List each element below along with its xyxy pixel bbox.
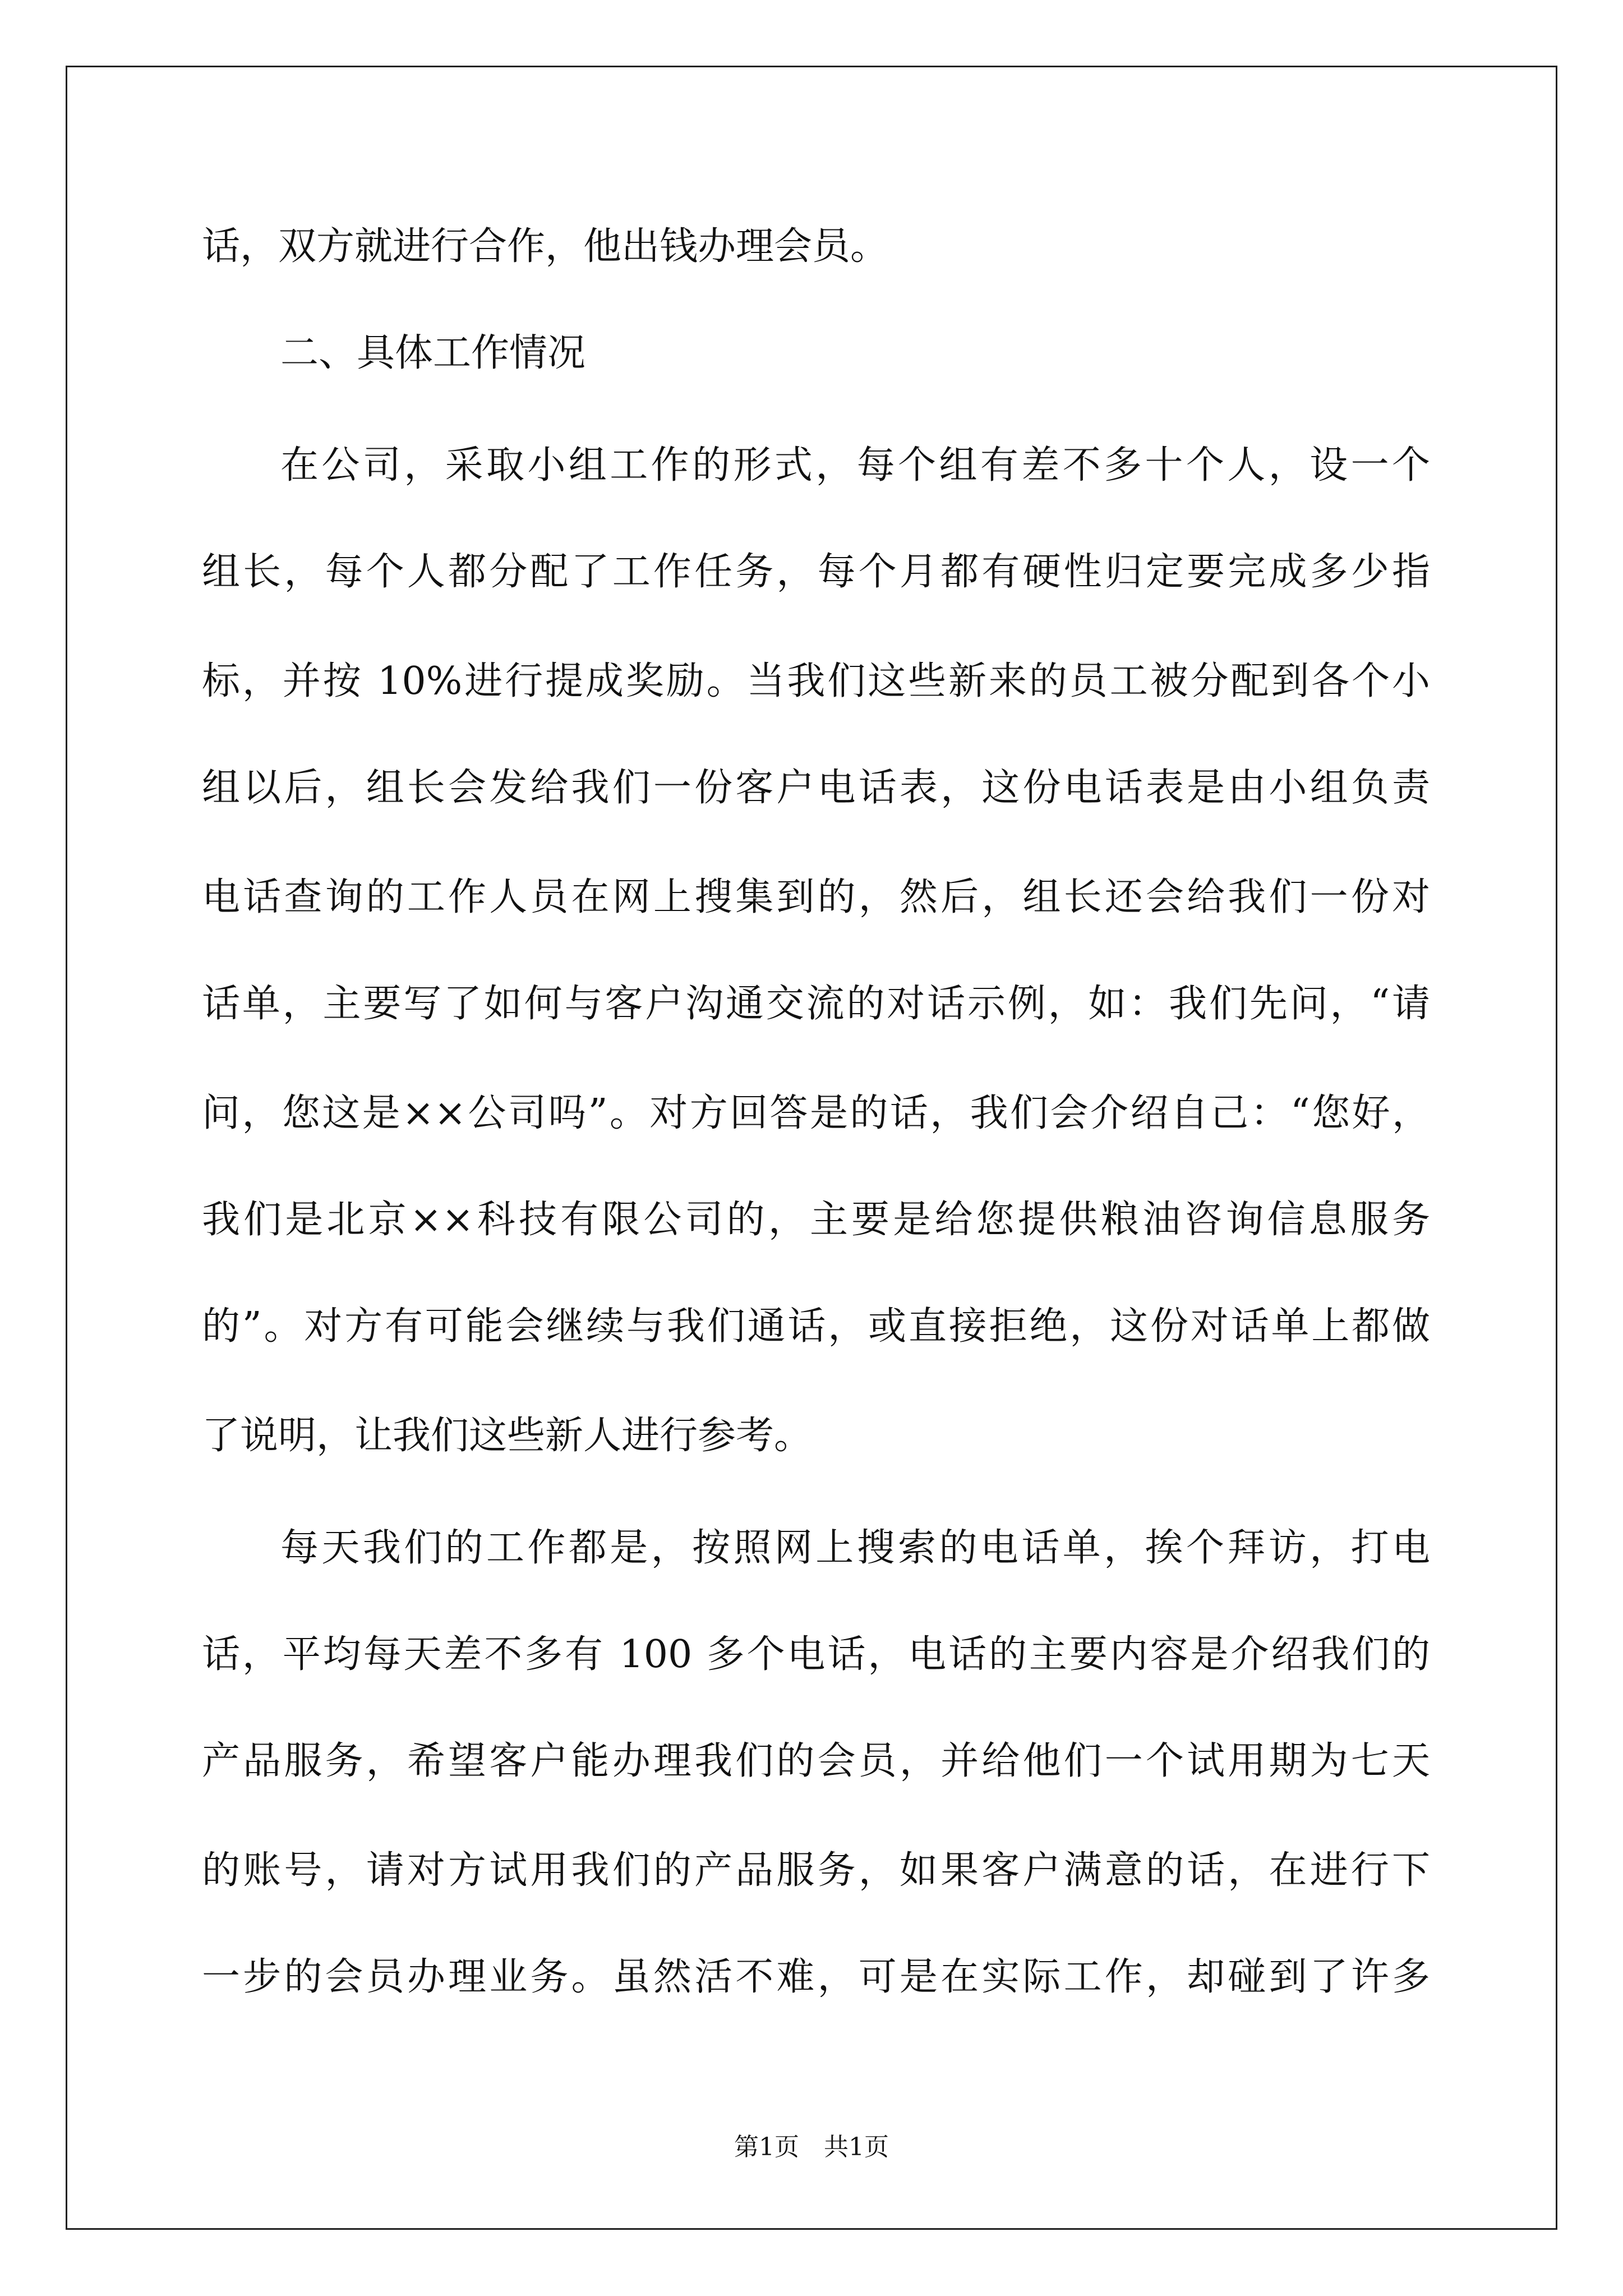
text-line: 标，并按 10%进行提成奖励。当我们这些新来的员工被分配到各个小	[202, 659, 1430, 703]
text-line: 话，平均每天差不多有 100 多个电话，电话的主要内容是介绍我们的	[202, 1632, 1430, 1677]
text-line: 一步的会员办理业务。虽然活不难，可是在实际工作，却碰到了许多	[202, 1955, 1430, 1999]
text-line: 话，双方就进行合作，他出钱办理会员。	[202, 224, 889, 269]
text-line: 每天我们的工作都是，按照网上搜索的电话单，挨个拜访，打电	[280, 1526, 1430, 1570]
text-line: 的账号，请对方试用我们的产品服务，如果客户满意的话，在进行下	[202, 1848, 1430, 1893]
text-line: 话单，主要写了如何与客户沟通交流的对话示例，如：我们先问，“请	[202, 982, 1430, 1026]
page-border	[66, 66, 1557, 2230]
text-line: 我们是北京××科技有限公司的，主要是给您提供粮油咨询信息服务	[202, 1198, 1430, 1242]
text-line: 产品服务，希望客户能办理我们的会员，并给他们一个试用期为七天	[202, 1739, 1430, 1783]
page-footer: 第1页 共1页	[734, 2133, 889, 2161]
text-line: 组长，每个人都分配了工作任务，每个月都有硬性归定要完成多少指	[202, 550, 1430, 594]
text-line: 的”。对方有可能会继续与我们通话，或直接拒绝，这份对话单上都做	[202, 1304, 1430, 1349]
section-heading: 二、具体工作情况	[280, 331, 586, 375]
text-line: 了说明，让我们这些新人进行参考。	[202, 1414, 813, 1458]
text-line: 问，您这是××公司吗”。对方回答是的话，我们会介绍自己：“您好，	[202, 1091, 1430, 1135]
text-line: 在公司，采取小组工作的形式，每个组有差不多十个人，设一个	[280, 443, 1430, 487]
text-line: 组以后，组长会发给我们一份客户电话表，这份电话表是由小组负责	[202, 766, 1430, 810]
text-line: 电话查询的工作人员在网上搜集到的，然后，组长还会给我们一份对	[202, 875, 1430, 919]
